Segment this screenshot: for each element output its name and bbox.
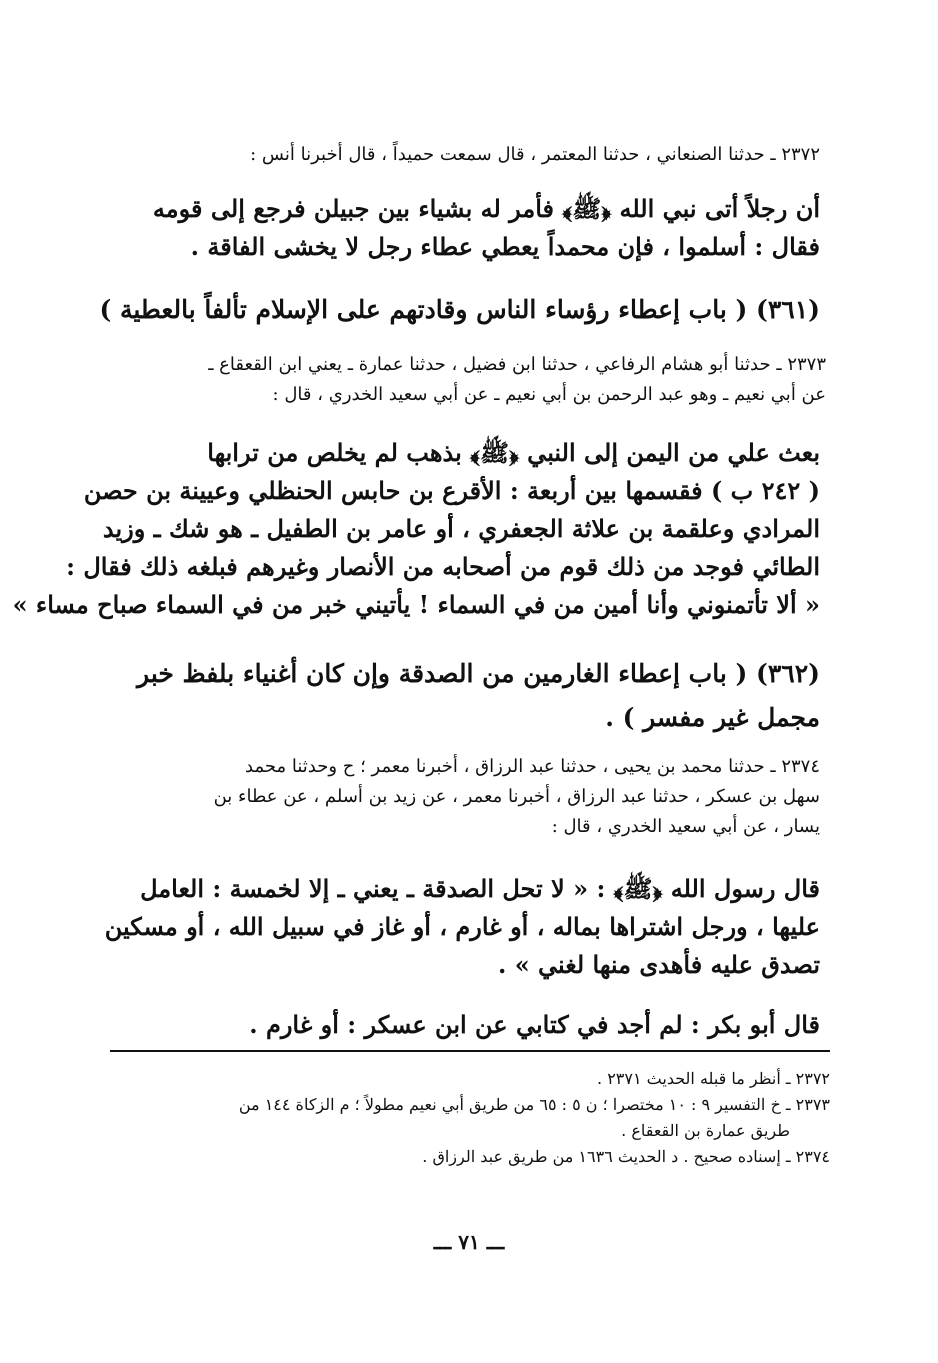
footnote-line: ٢٣٧٣ ـ خ التفسير ٩ : ١٠ مختصرا ؛ ن ٥ : ٦٥ من طريق أبي نعيم مطولاً ؛ م الزكاة ١٤٤ من <box>238 1095 830 1114</box>
abu-bakr-note <box>148 1006 820 1044</box>
chapter-heading-361 <box>99 288 820 332</box>
matn-line: المرادي وعلقمة بن علاثة الجعفري ، أو عامر بن الطفيل ـ هو شك ـ وزيد <box>102 514 820 543</box>
footnote-divider <box>110 1050 830 1052</box>
footnote-line: ٢٣٧٤ ـ إسناده صحيح . د الحديث ١٦٣٦ من طريق عبد الرزاق . <box>422 1147 830 1166</box>
hadith-2374-isnad <box>148 752 820 842</box>
hadith-2372-isnad <box>148 140 820 170</box>
page-number: ـــ ٧١ ـــ <box>433 1230 505 1254</box>
chapter-title: (٣٦١) ( باب إعطاء رؤساء الناس وقادتهم على الإسلام تألفاً بالعطية ) <box>99 295 820 324</box>
matn-line: تصدق عليه فأهدى منها لغني » . <box>497 950 820 979</box>
matn-line: ( ٢٤٢ ب ) فقسمها بين أربعة : الأقرع بن حابس الحنظلي وعيينة بن حصن <box>83 476 820 505</box>
hadith-2373-isnad <box>146 350 826 410</box>
hadith-2372-matn <box>148 190 820 266</box>
isnad-line: سهل بن عسكر ، حدثنا عبد الرزاق ، أخبرنا معمر ، عن زيد بن أسلم ، عن عطاء بن <box>213 786 820 807</box>
isnad-line: يسار ، عن أبي سعيد الخدري ، قال : <box>551 816 820 837</box>
isnad-line: ٢٣٧٣ ـ حدثنا أبو هشام الرفاعي ، حدثنا ابن فضيل ، حدثنا عمارة ـ يعني ابن القعقاع ـ <box>208 354 826 375</box>
hadith-2373-matn <box>12 434 820 624</box>
matn-line: الطائي فوجد من ذلك قوم من أصحابه من الأنصار وغيرهم فبلغه ذلك فقال : <box>66 552 820 581</box>
chapter-title: (٣٦٢) ( باب إعطاء الغارمين من الصدقة وإن كان أغنياء بلفظ خبر <box>137 659 820 688</box>
isnad-line: ٢٣٧٢ ـ حدثنا الصنعاني ، حدثنا المعتمر ، قال سمعت حميداً ، قال أخبرنا أنس : <box>250 144 820 165</box>
matn-line: أن رجلاً أتى نبي الله ﴿ﷺ﴾ فأمر له بشياء بين جبيلن فرجع إلى قومه <box>152 194 820 223</box>
matn-line: « ألا تأتمنوني وأنا أمين من في السماء ! يأتيني خبر من في السماء صباح مساء » <box>12 590 820 619</box>
matn-line: قال رسول الله ﴿ﷺ﴾ : « لا تحل الصدقة ـ يعني ـ إلا لخمسة : العامل <box>140 874 820 903</box>
footnote-line: ٢٣٧٢ ـ أنظر ما قبله الحديث ٢٣٧١ . <box>597 1069 830 1088</box>
footnote-line: طريق عمارة بن القعقاع . <box>621 1121 790 1140</box>
footnotes <box>130 1066 830 1170</box>
matn-line: بعث علي من اليمن إلى النبي ﴿ﷺ﴾ بذهب لم يخلص من ترابها <box>207 438 820 467</box>
chapter-heading-362 <box>137 652 820 740</box>
matn-line: عليها ، ورجل اشتراها بماله ، أو غارم ، أو غاز في سبيل الله ، أو مسكين <box>104 912 820 941</box>
matn-line: فقال : أسلموا ، فإن محمداً يعطي عطاء رجل لا يخشى الفاقة . <box>190 232 820 261</box>
hadith-2374-matn <box>104 870 820 984</box>
chapter-title: مجمل غير مفسر ) . <box>605 703 820 732</box>
note-line: قال أبو بكر : لم أجد في كتابي عن ابن عسكر : أو غارم . <box>249 1010 820 1039</box>
isnad-line: عن أبي نعيم ـ وهو عبد الرحمن بن أبي نعيم ـ عن أبي سعيد الخدري ، قال : <box>272 384 826 405</box>
isnad-line: ٢٣٧٤ ـ حدثنا محمد بن يحيى ، حدثنا عبد الرزاق ، أخبرنا معمر ؛ ح وحدثنا محمد <box>245 756 820 777</box>
